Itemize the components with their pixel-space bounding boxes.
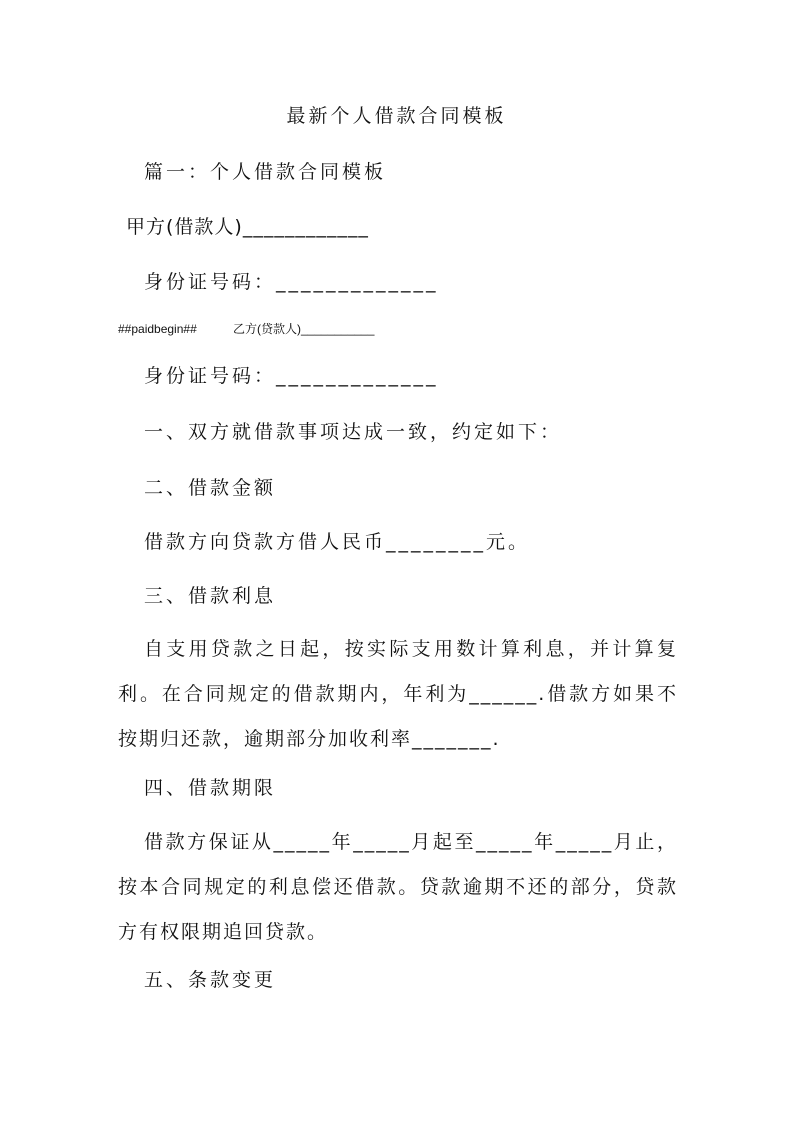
clause-1: 一、双方就借款事项达成一致，约定如下：: [144, 421, 563, 443]
paid-marker: ##paidbegin##: [118, 322, 197, 336]
clause-3-heading: 三、借款利息: [144, 585, 277, 607]
document-title: 最新个人借款合同模板: [286, 105, 507, 127]
clause-5-heading: 五、条款变更: [144, 969, 277, 991]
party-b-line: 乙方(贷款人)___________: [233, 322, 375, 336]
id-number-a-line: 身份证号码：_____________: [144, 271, 439, 293]
id-number-b-line: 身份证号码：_____________: [144, 365, 439, 387]
clause-2-text: 借款方向贷款方借人民币________元。: [144, 531, 531, 553]
clause-3-text: 自支用贷款之日起，按实际支用数计算利息，并计算复利。在合同规定的借款期内，年利为______.借款方如果不按期归还款，逾期部分加收利率_______.: [118, 638, 678, 750]
clause-2-heading: 二、借款金额: [144, 477, 277, 499]
section-heading: 篇一：个人借款合同模板: [144, 161, 387, 183]
clause-4-text: 借款方保证从_____年_____月起至_____年_____月止，按本合同规定的利息偿还借款。贷款逾期不还的部分，贷款方有权限期追回贷款。: [118, 831, 678, 943]
party-a-line: 甲方(借款人)____________: [126, 216, 369, 238]
clause-4-heading: 四、借款期限: [144, 777, 277, 799]
